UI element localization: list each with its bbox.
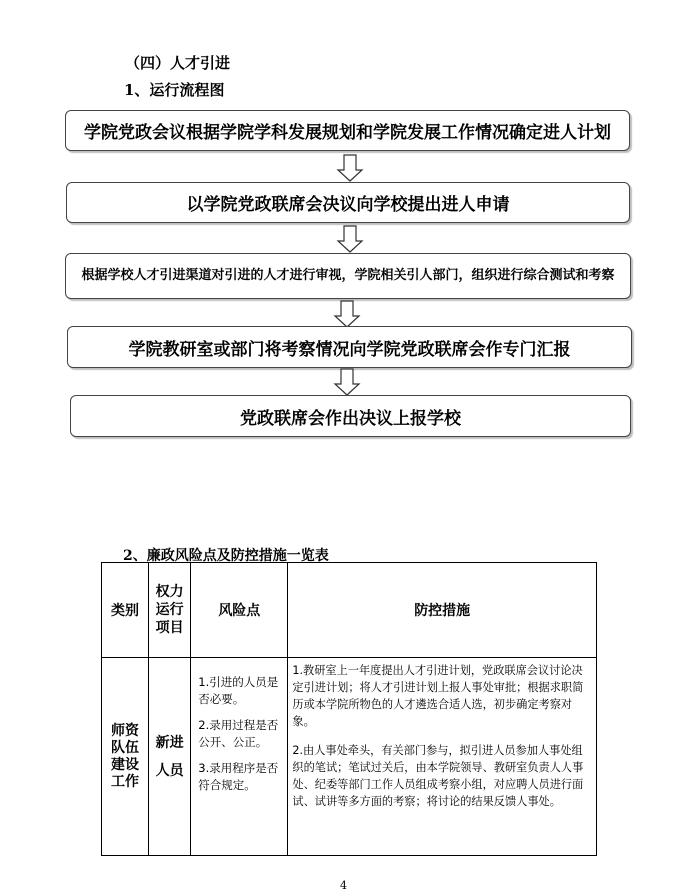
- table-header-row: [102, 563, 597, 658]
- down-arrow-icon: [336, 225, 364, 253]
- header-measures: 防控措施: [288, 563, 597, 658]
- measure-item: 2.由人事处牵头，有关部门参与，拟引进人员参加人事处组织的笔试；笔试过关后，由本学院领导、教研室负责人人事处、纪委等部门工作人员组成考察小组，对应聘人员进行面试、试讲等多方面的考察；将讨论的结果反馈人事处。: [292, 744, 584, 808]
- header-power-item: 权力运行项目: [148, 563, 190, 658]
- measure-item: 1.教研室上一年度提出人才引进计划，党政联席会议讨论决定引进计划；将人才引进计划上报人事处审批；根据求职简历或本学院所物色的人才遴选合适人选，初步确定考察对象。: [292, 664, 584, 728]
- risk-item: 3.录用程序是否符合规定。: [198, 761, 279, 792]
- risk-item: 1.引进的人员是否必要。: [198, 675, 279, 706]
- cell-risks: [191, 658, 288, 856]
- table-row: [102, 658, 597, 856]
- flow-title: 1、运行流程图: [124, 81, 225, 99]
- down-arrow-icon: [333, 300, 361, 328]
- cell-measures: [288, 658, 597, 856]
- header-category: 类别: [102, 563, 149, 658]
- table-title: 2、廉政风险点及防控措施一览表: [123, 548, 329, 564]
- flow-step-3: 根据学校人才引进渠道对引进的人才进行审视，学院相关引人部门，组织进行综合测试和考察: [65, 253, 631, 299]
- risk-table: [101, 562, 597, 856]
- section-title: （四）人才引进: [125, 54, 231, 72]
- risk-item: 2.录用过程是否公开、公正。: [198, 718, 279, 749]
- down-arrow-icon: [336, 154, 364, 182]
- header-risk: 风险点: [191, 563, 288, 658]
- cell-item: 新进人员: [148, 658, 190, 856]
- flow-step-1: 学院党政会议根据学院学科发展规划和学院发展工作情况确定进人计划: [65, 110, 630, 151]
- flow-step-4: 学院教研室或部门将考察情况向学院党政联席会作专门汇报: [67, 326, 632, 368]
- flow-step-5: 党政联席会作出决议上报学校: [70, 395, 631, 437]
- cell-category: 师资队伍建设工作: [102, 658, 149, 856]
- down-arrow-icon: [333, 368, 361, 396]
- flow-step-2: 以学院党政联席会决议向学校提出进人申请: [66, 182, 630, 223]
- page-number: 4: [340, 879, 347, 892]
